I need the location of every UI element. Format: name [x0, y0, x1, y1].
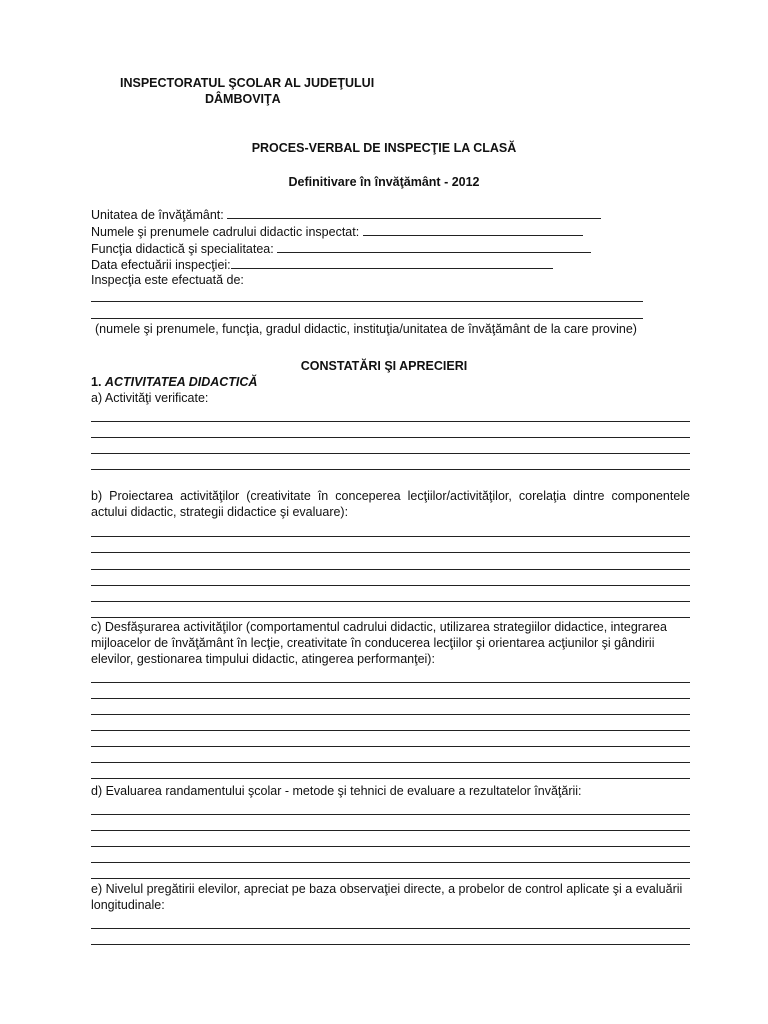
answer-line[interactable] [91, 928, 690, 929]
answer-line[interactable] [91, 617, 690, 618]
section-heading [91, 374, 257, 390]
field-data [91, 256, 553, 273]
answer-line[interactable] [91, 846, 690, 847]
answer-line[interactable] [91, 762, 690, 763]
answer-line[interactable] [91, 746, 690, 747]
answer-line[interactable] [91, 469, 690, 470]
field-efectuata-blank-2[interactable] [91, 318, 643, 319]
answer-line[interactable] [91, 601, 690, 602]
answer-line[interactable] [91, 552, 690, 553]
field-functia-blank[interactable] [277, 240, 591, 253]
field-nume-blank[interactable] [363, 223, 583, 236]
field-data-label: Data efectuării inspecţiei: [91, 258, 231, 272]
answer-line[interactable] [91, 569, 690, 570]
field-unitate-blank[interactable] [227, 206, 601, 219]
answer-line[interactable] [91, 585, 690, 586]
field-nume-label: Numele şi prenumele cadrului didactic inspectat: [91, 225, 360, 239]
field-functia-label: Funcţia didactică şi specialitatea: [91, 242, 274, 256]
field-efectuata-note: (numele şi prenumele, funcţia, gradul didactic, instituţia/unitatea de învăţământ de la care provine) [95, 322, 637, 336]
field-nume [91, 223, 583, 240]
document-title: PROCES-VERBAL DE INSPECŢIE LA CLASĂ [251, 141, 517, 155]
section-number: 1. [91, 375, 102, 389]
question-e: e) Nivelul pregătirii elevilor, apreciat pe baza observaţiei directe, a probelor de control aplicate şi a evaluării longitudinale: [91, 882, 683, 912]
question-c: c) Desfăşurarea activităţilor (comportamentul cadrului didactic, utilizarea strategiilor didactice, integrarea mijloacelor de învăţământ în lecţie, creativitate în conducerea lecţiilor şi orientarea acţiunilor şi gândirii elevilor, gestionarea timpului didactic, atingerea performanţei): [91, 620, 667, 666]
answer-line[interactable] [91, 682, 690, 683]
section-heading-text: ACTIVITATEA DIDACTICĂ [104, 375, 258, 389]
answer-line[interactable] [91, 830, 690, 831]
answer-line[interactable] [91, 453, 690, 454]
answer-line[interactable] [91, 814, 690, 815]
field-efectuata-blank-1[interactable] [91, 301, 643, 302]
answer-line[interactable] [91, 714, 690, 715]
section-title: CONSTATĂRI ŞI APRECIERI [300, 359, 468, 373]
answer-line[interactable] [91, 862, 690, 863]
question-b: b) Proiectarea activităţilor (creativitate în conceperea lecţiilor/activităţilor, corelaţia dintre componentele actului didactic, strategii didactice şi evaluare): [91, 489, 690, 519]
answer-line[interactable] [91, 421, 690, 422]
institution-county: DÂMBOVIŢA [205, 92, 281, 106]
field-unitate-label: Unitatea de învăţământ: [91, 208, 224, 222]
answer-line[interactable] [91, 778, 690, 779]
answer-line[interactable] [91, 536, 690, 537]
field-unitate [91, 206, 601, 223]
field-functia [91, 240, 591, 257]
document-subtitle: Definitivare în învăţământ - 2012 [288, 175, 480, 189]
institution-name: INSPECTORATUL ŞCOLAR AL JUDEŢULUI [120, 76, 375, 90]
answer-line[interactable] [91, 878, 690, 879]
answer-line[interactable] [91, 944, 690, 945]
answer-line[interactable] [91, 730, 690, 731]
question-d: d) Evaluarea randamentului şcolar - metode şi tehnici de evaluare a rezultatelor învăţării: [91, 784, 582, 798]
field-efectuata-label: Inspecţia este efectuată de: [91, 273, 244, 287]
question-a: a) Activităţi verificate: [91, 391, 209, 405]
answer-line[interactable] [91, 437, 690, 438]
field-data-blank[interactable] [231, 256, 553, 269]
answer-line[interactable] [91, 698, 690, 699]
